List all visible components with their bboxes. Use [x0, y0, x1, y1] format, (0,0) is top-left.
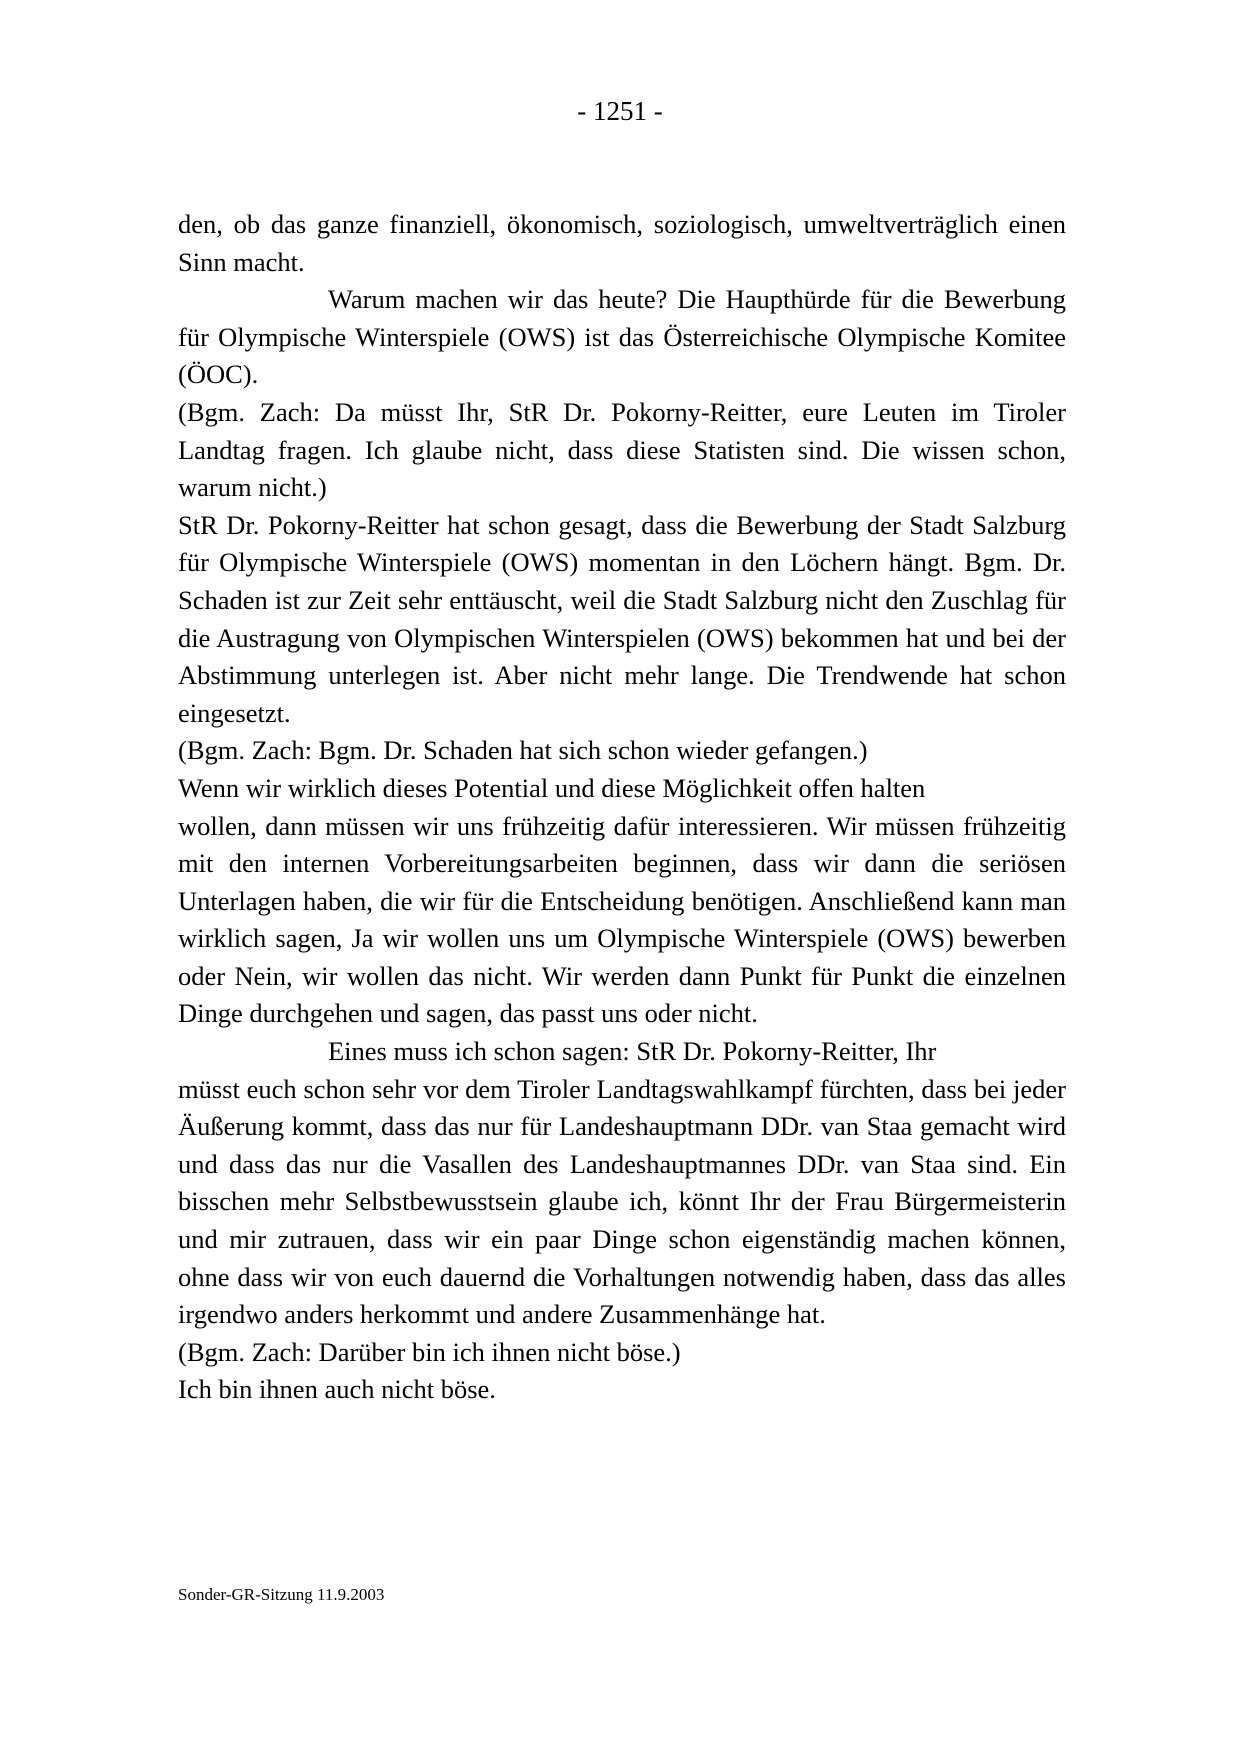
paragraph-speech-line: Eines muss ich schon sagen: StR Dr. Pokorny-Reitter, Ihr — [328, 1036, 937, 1067]
document-body — [178, 206, 1066, 1409]
paragraph-speech: müsst euch schon sehr vor dem Tiroler Landtagswahlkampf fürchten, dass bei jeder Äußerung kommt, dass das nur für Landeshauptmann DDr. van Staa gemacht wird und dass das nur die Vasallen des Landeshauptmannes DDr. van Staa sind. Ein bisschen mehr Selbstbewusstsein glaube ich, könnt Ihr der Frau Bürgermeisterin und mir zutrauen, dass wir ein paar Dinge schon eigenständig machen können, ohne dass wir von euch dauernd die Vorhaltungen notwendig haben, dass das alles irgendwo anders herkommt und andere Zusammenhänge hat. — [178, 1073, 1066, 1330]
paragraph-speech-line: Wenn wir wirklich dieses Potential und diese Möglichkeit offen halten — [178, 772, 926, 803]
footer-session-label: Sonder-GR-Sitzung 11.9.2003 — [178, 1585, 385, 1604]
paragraph-speech: wollen, dann müssen wir uns frühzeitig dafür interessieren. Wir müssen frühzeitig mit den internen Vorbereitungsarbeiten beginnen, dass wir dann die seriösen Unterlagen haben, die wir für die Entscheidung benötigen. Anschließend kann man wirklich sagen, Ja wir wollen uns um Olympische Winterspiele (OWS) bewerben oder Nein, wir wollen das nicht. Wir werden dann Punkt für Punkt die einzelnen Dinge durchgehen und sagen, das passt uns oder nicht. — [178, 810, 1066, 1029]
paragraph-speech: StR Dr. Pokorny-Reitter hat schon gesagt, dass die Bewerbung der Stadt Salzburg für Olympische Winterspiele (OWS) momentan in den Löchern hängt. Bgm. Dr. Schaden ist zur Zeit sehr enttäuscht, weil die Stadt Salzburg nicht den Zuschlag für die Austragung von Olympischen Winterspielen (OWS) bekommen hat und bei der Abstimmung unterlegen ist. Aber nicht mehr lange. Die Trendwende hat schon eingesetzt. — [178, 509, 1066, 728]
paragraph-interjection: (Bgm. Zach: Bgm. Dr. Schaden hat sich schon wieder gefangen.) — [178, 735, 868, 766]
paragraph-interjection: (Bgm. Zach: Da müsst Ihr, StR Dr. Pokorny-Reitter, eure Leuten im Tiroler Landtag fragen. Ich glaube nicht, dass diese Statisten sind. Die wissen schon, warum nicht.) — [178, 396, 1066, 503]
page-number: - 1251 - — [577, 96, 663, 126]
paragraph-speech: Ich bin ihnen auch nicht böse. — [178, 1374, 496, 1405]
paragraph-continuation: den, ob das ganze finanziell, ökonomisch, soziologisch, umweltverträglich einen Sinn macht. — [178, 209, 1066, 277]
paragraph-interjection: (Bgm. Zach: Darüber bin ich ihnen nicht böse.) — [178, 1336, 681, 1367]
paragraph-speech: Warum machen wir das heute? Die Haupthürde für die Bewerbung für Olympische Winterspiele (OWS) ist das Österreichische Olympische Komitee (ÖOC). — [178, 284, 1066, 390]
